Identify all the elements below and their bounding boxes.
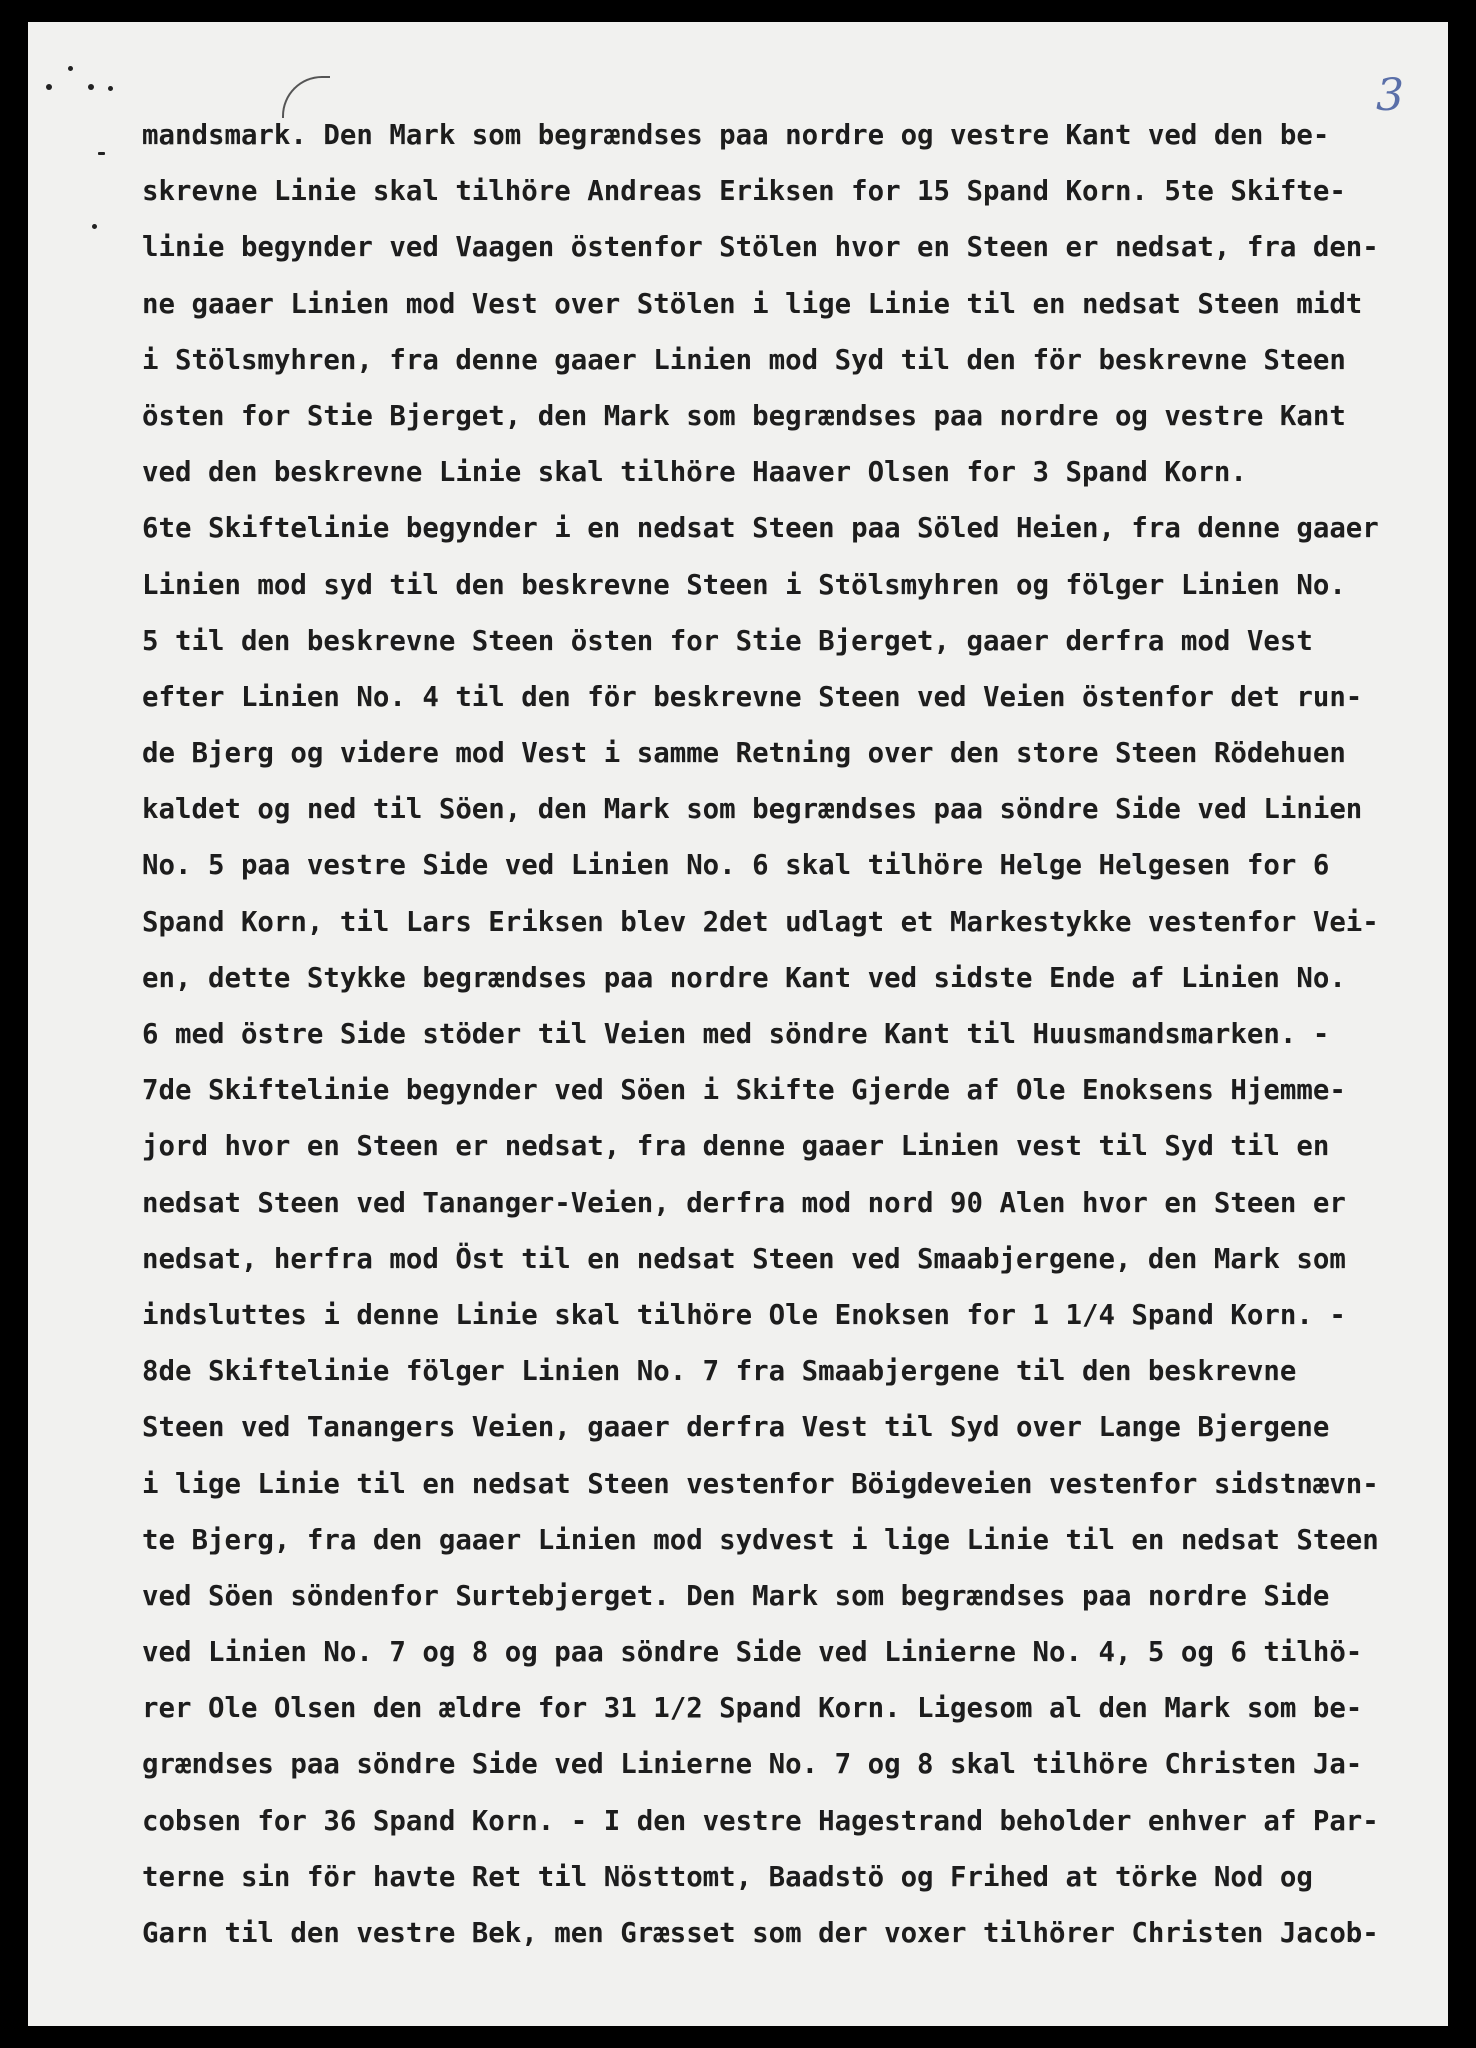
text-line: linie begynder ved Vaagen östenfor Stölen hvor en Steen er nedsat, fra den-: [142, 232, 1379, 264]
text-line: Steen ved Tanangers Veien, gaaer derfra Vest til Syd over Lange Bjergene: [142, 1412, 1330, 1444]
text-line: No. 5 paa vestre Side ved Linien No. 6 skal tilhöre Helge Helgesen for 6: [142, 850, 1330, 882]
text-line: Garn til den vestre Bek, men Græsset som der voxer tilhörer Christen Jacob-: [142, 1918, 1379, 1949]
text-line: indsluttes i denne Linie skal tilhöre Ole Enoksen for 1 1/4 Spand Korn. -: [142, 1299, 1346, 1331]
text-line: 6 med östre Side stöder til Veien med söndre Kant til Huusmandsmarken. -: [142, 1019, 1330, 1050]
text-line: Linien mod syd til den beskrevne Steen i Stölsmyhren og fölger Linien No.: [142, 569, 1346, 601]
text-line: cobsen for 36 Spand Korn. - I den vestre Hagestrand beholder enhver af Par-: [142, 1805, 1379, 1837]
text-line: 8de Skiftelinie fölger Linien No. 7 fra Smaabjergene til den beskrevne: [142, 1356, 1297, 1388]
text-line: 7de Skiftelinie begynder ved Söen i Skifte Gjerde af Ole Enoksens Hjemme-: [142, 1075, 1346, 1107]
margin-dot: [68, 66, 73, 71]
text-line: mandsmark. Den Mark som begrændses paa nordre og vestre Kant ved den be-: [142, 120, 1330, 151]
text-line: efter Linien No. 4 til den för beskrevne Steen ved Veien östenfor det run-: [142, 681, 1363, 713]
margin-dot: [108, 86, 113, 91]
text-line: Spand Korn, til Lars Eriksen blev 2det udlagt et Markestykke vestenfor Vei-: [142, 906, 1379, 938]
text-line: rer Ole Olsen den ældre for 31 1/2 Spand Korn. Ligesom al den Mark som be-: [142, 1693, 1363, 1725]
text-line: jord hvor en Steen er nedsat, fra denne gaaer Linien vest til Syd til en: [142, 1131, 1330, 1163]
text-line: skrevne Linie skal tilhöre Andreas Eriksen for 15 Spand Korn. 5te Skifte-: [142, 176, 1346, 208]
text-line: te Bjerg, fra den gaaer Linien mod sydvest i lige Linie til en nedsat Steen: [142, 1524, 1379, 1556]
document-text: [142, 108, 1432, 1962]
text-line: östen for Stie Bjerget, den Mark som begrændses paa nordre og vestre Kant: [142, 400, 1346, 432]
text-line: i Stölsmyhren, fra denne gaaer Linien mod Syd til den för beskrevne Steen: [142, 344, 1346, 376]
text-line: ved Söen söndenfor Surtebjerget. Den Mark som begrændses paa nordre Side: [142, 1580, 1330, 1612]
text-line: 5 til den beskrevne Steen östen for Stie Bjerget, gaaer derfra mod Vest: [142, 625, 1313, 657]
text-line: kaldet og ned til Söen, den Mark som begrændses paa söndre Side ved Linien: [142, 794, 1363, 826]
text-line: nedsat, herfra mod Öst til en nedsat Steen ved Smaabjergene, den Mark som: [142, 1243, 1346, 1275]
text-line: 6te Skiftelinie begynder i en nedsat Steen paa Söled Heien, fra denne gaaer: [142, 513, 1379, 545]
text-line: ved den beskrevne Linie skal tilhöre Haaver Olsen for 3 Spand Korn.: [142, 457, 1247, 489]
text-line: ne gaaer Linien mod Vest over Stölen i lige Linie til en nedsat Steen midt: [142, 288, 1363, 320]
text-line: i lige Linie til en nedsat Steen vestenfor Böigdeveien vestenfor sidstnævn-: [142, 1468, 1379, 1500]
text-line: en, dette Stykke begrændses paa nordre Kant ved sidste Ende af Linien No.: [142, 962, 1346, 994]
text-line: nedsat Steen ved Tananger-Veien, derfra mod nord 90 Alen hvor en Steen er: [142, 1187, 1346, 1219]
text-line: de Bjerg og videre mod Vest i samme Retning over den store Steen Rödehuen: [142, 738, 1346, 770]
margin-dot: [92, 224, 97, 229]
page-number: 3: [1376, 70, 1404, 121]
margin-dot: [46, 84, 52, 90]
margin-dot: [98, 152, 105, 155]
text-line: terne sin för havte Ret til Nösttomt, Baadstö og Frihed at törke Nod og: [142, 1861, 1313, 1893]
margin-dot: [88, 84, 94, 90]
text-line: grændses paa söndre Side ved Linierne No. 7 og 8 skal tilhöre Christen Ja-: [142, 1749, 1363, 1781]
text-line: ved Linien No. 7 og 8 og paa söndre Side ved Linierne No. 4, 5 og 6 tilhö-: [142, 1637, 1363, 1669]
